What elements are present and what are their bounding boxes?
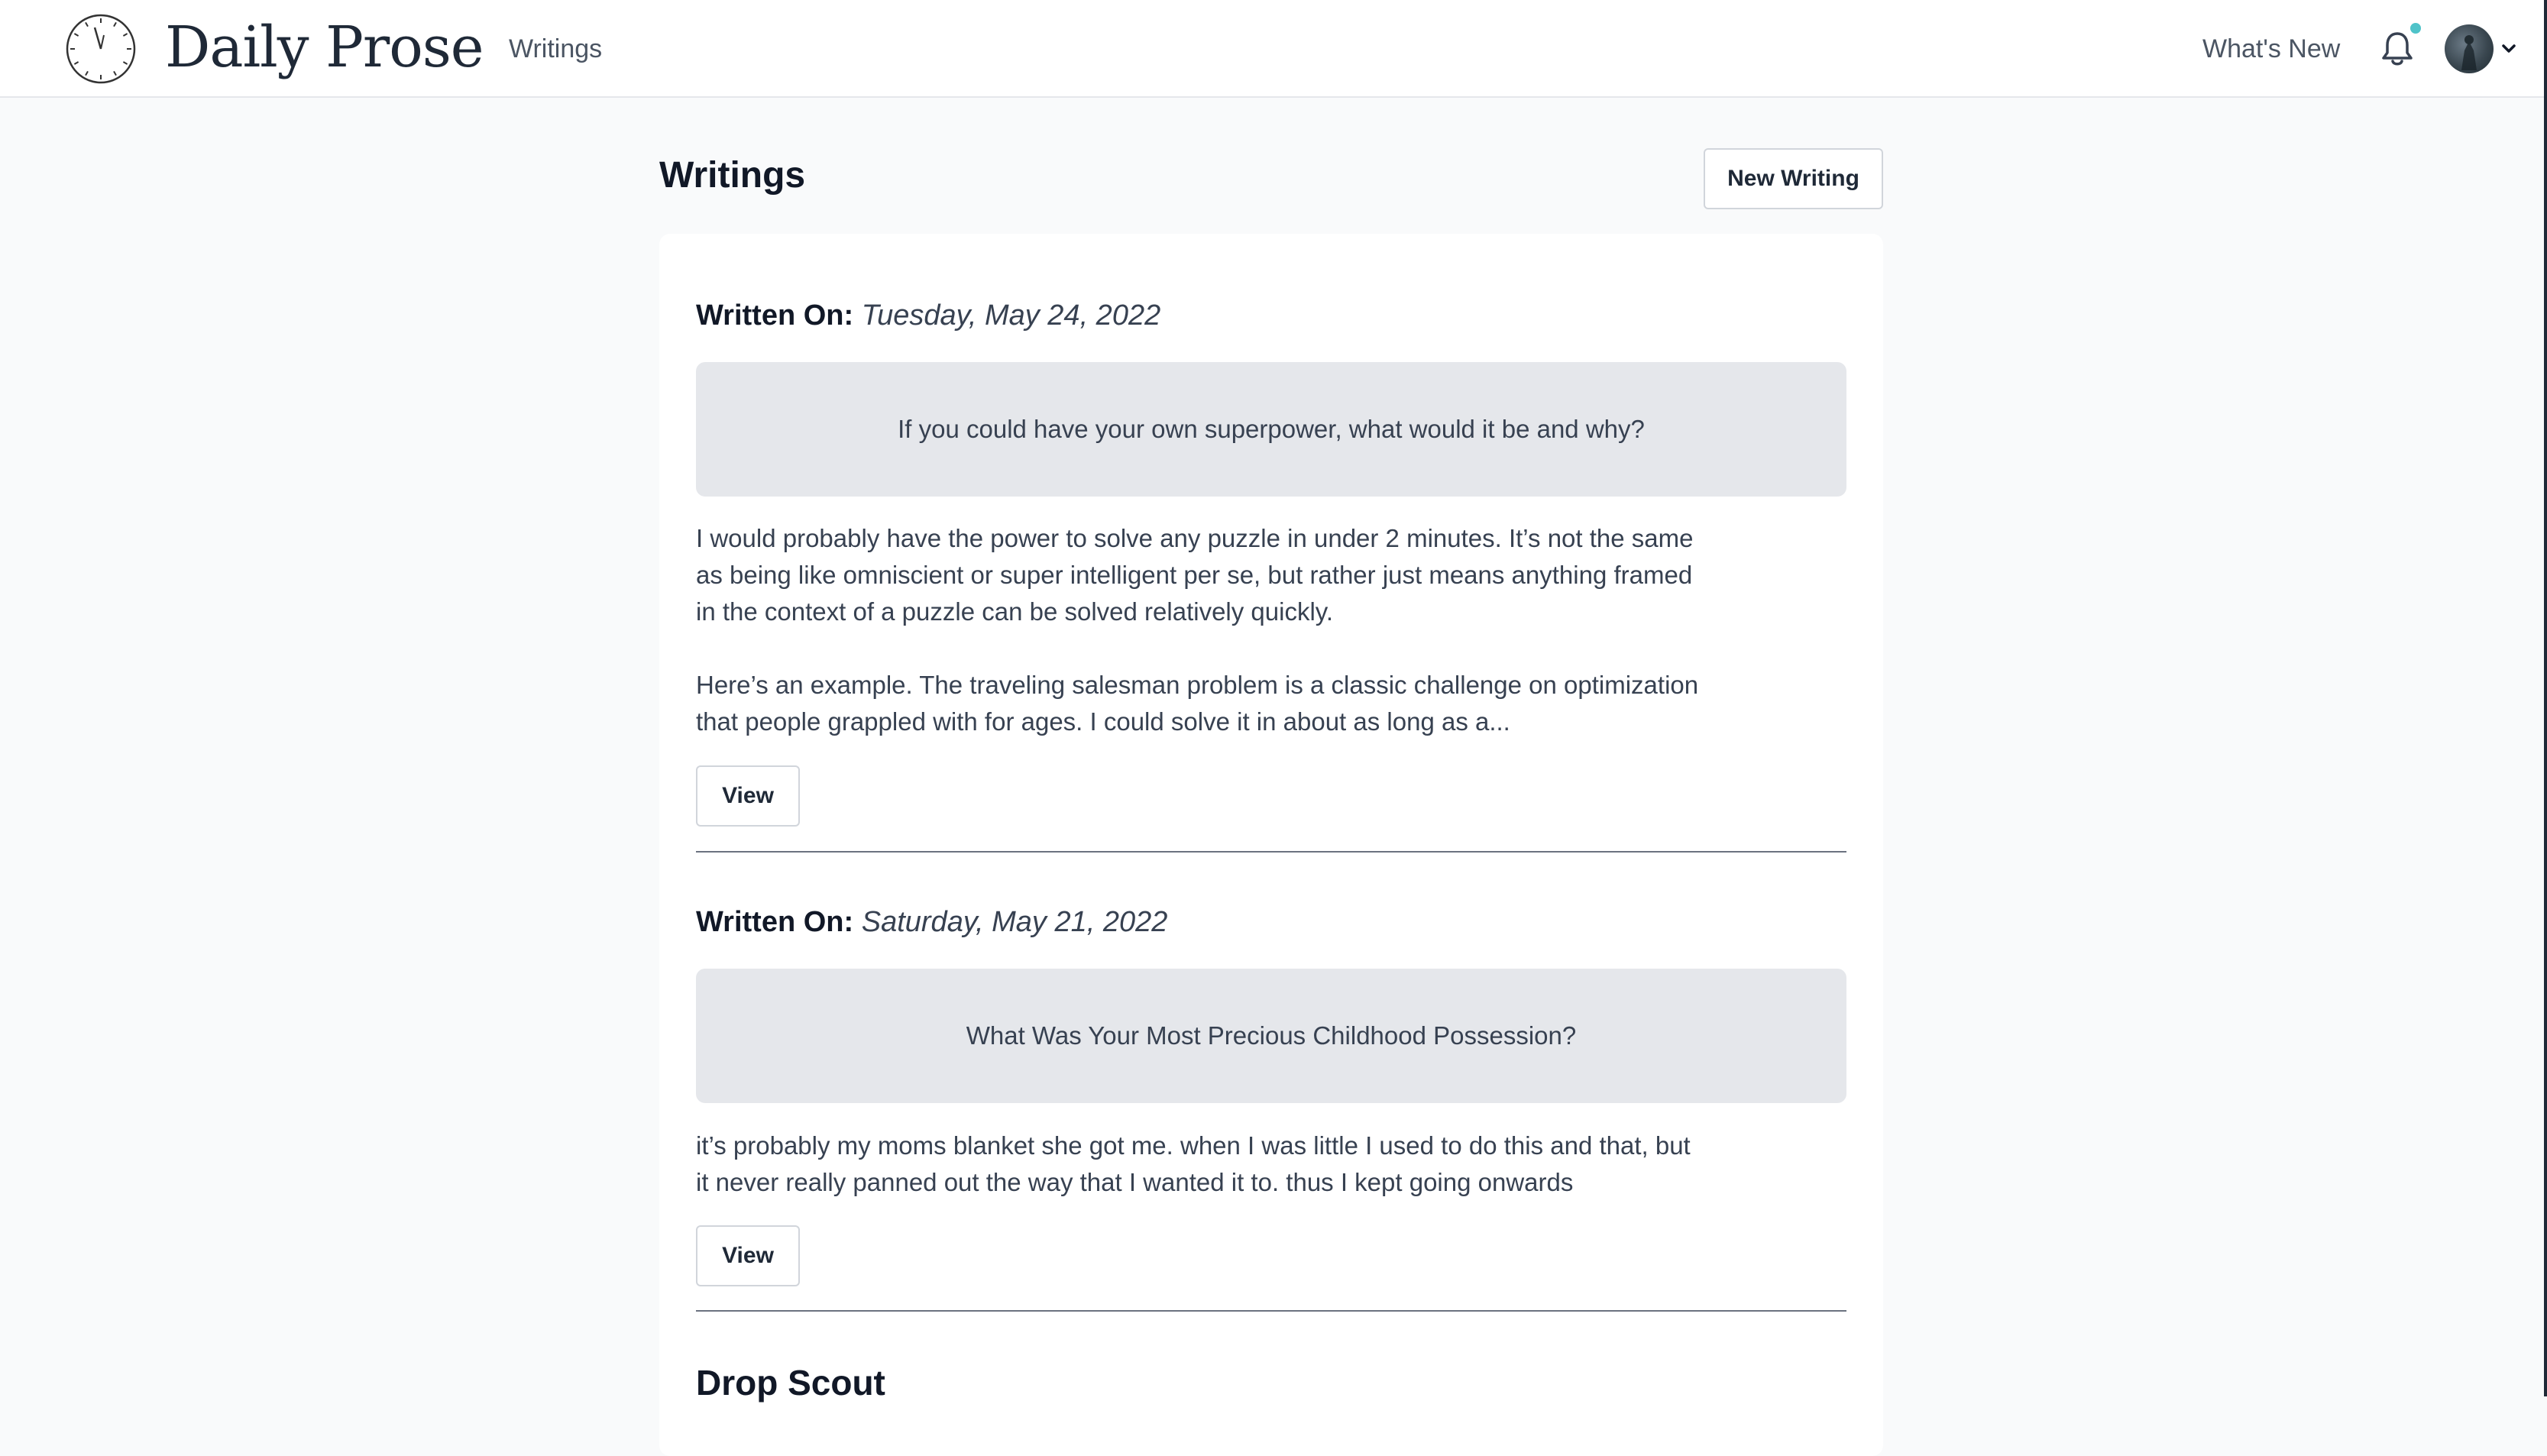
entry-date: Saturday, May 21, 2022 — [861, 906, 1168, 938]
new-writing-button[interactable]: New Writing — [1704, 148, 1883, 209]
written-on-label: Written On: — [696, 906, 854, 938]
clock-logo-icon[interactable] — [64, 12, 138, 86]
entry-written-on — [696, 296, 1160, 335]
written-on-label: Written On: — [696, 299, 854, 332]
entry-divider — [696, 1310, 1846, 1312]
avatar-image — [2445, 24, 2494, 73]
view-button[interactable]: View — [696, 765, 800, 827]
entry-excerpt — [696, 1128, 1704, 1201]
excerpt-paragraph: Here’s an example. The traveling salesman problem is a classic challenge on optimization that people grappled with for ages. I could solve it in about as long as a... — [696, 671, 1699, 736]
entry-date: Tuesday, May 24, 2022 — [861, 299, 1161, 332]
page-scrollbar[interactable] — [2544, 0, 2547, 1396]
entry-prompt: What Was Your Most Precious Childhood Possession? — [696, 969, 1846, 1103]
excerpt-paragraph: I would probably have the power to solve any puzzle in under 2 minutes. It’s not the same as being like omniscient or super intelligent per se, but rather just means anything framed in the context of a puzzle can be solved relatively quickly. — [696, 524, 1694, 626]
chevron-down-icon[interactable] — [2500, 40, 2518, 58]
notification-dot — [2410, 23, 2421, 34]
section-title: Drop Scout — [696, 1363, 885, 1403]
entry-written-on — [696, 903, 1167, 941]
whats-new-link[interactable]: What's New — [2202, 34, 2341, 63]
entry-excerpt — [696, 520, 1704, 740]
view-button[interactable]: View — [696, 1225, 800, 1286]
brand-name[interactable]: Daily Prose — [165, 15, 484, 80]
entry-divider — [696, 851, 1846, 853]
excerpt-paragraph: it’s probably my moms blanket she got me. when I was little I used to do this and that, but it never really panned out the way that I wanted it to. thus I kept going onwards — [696, 1131, 1691, 1196]
nav-link-writings[interactable]: Writings — [509, 34, 603, 63]
entry-prompt: If you could have your own superpower, what would it be and why? — [696, 362, 1846, 497]
bell-icon[interactable] — [2379, 29, 2416, 69]
page-title: Writings — [659, 155, 806, 196]
